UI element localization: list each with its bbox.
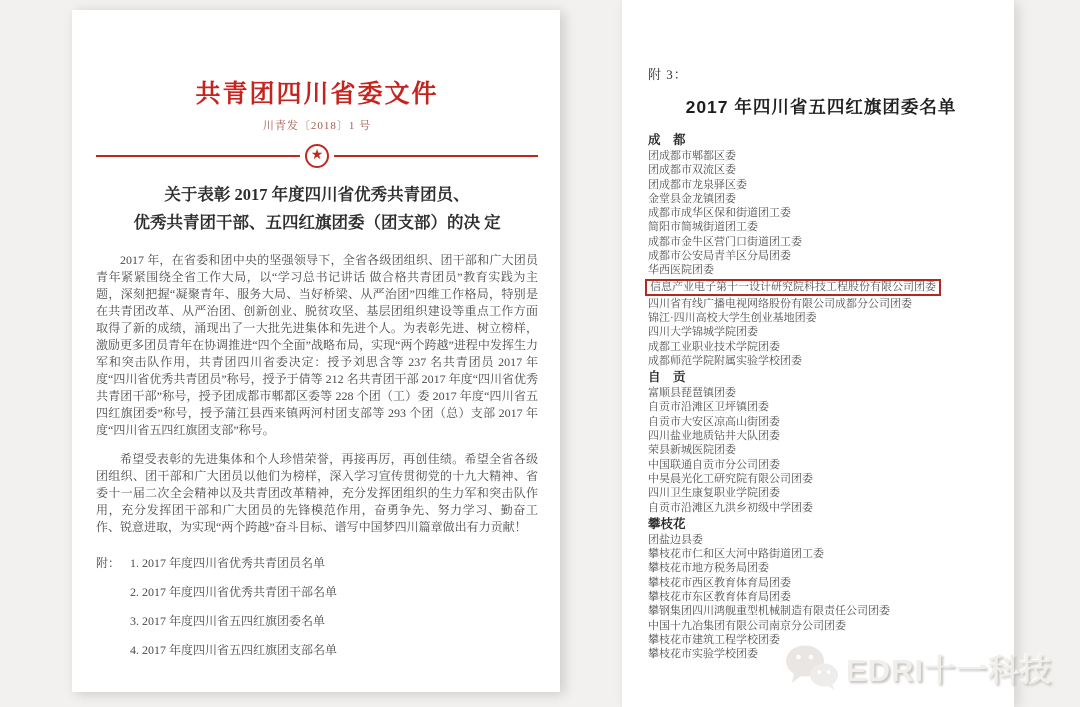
list-item: 自贡市大安区凉高山街团委: [648, 415, 780, 428]
list-item: 自贡市沿滩区卫坪镇团委: [648, 401, 769, 414]
list-item: 成都工业职业技术学院团委: [648, 340, 780, 353]
attachment-row: [96, 549, 538, 578]
divider-line-left: [96, 155, 300, 157]
highlight-row-wrap: [648, 278, 994, 297]
list-item: 华西医院团委: [648, 264, 714, 277]
watermark-text: EDRI十一科技: [845, 652, 1052, 688]
list-item: 富顺县琵琶镇团委: [648, 387, 736, 400]
section-header: 自 贡: [648, 370, 686, 385]
attachment-item: 2. 2017 年度四川省优秀共青团干部名单: [130, 585, 338, 599]
section-header: 成 都: [648, 133, 686, 147]
document-page-left: [72, 10, 560, 692]
red-divider: [96, 144, 538, 168]
list-item: 简阳市简城街道团工委: [648, 221, 758, 234]
doc-title-line2: 优秀共青团干部、五四红旗团委（团支部）的决 定: [133, 213, 501, 232]
list-item: 成都师范学院附属实验学校团委: [648, 354, 802, 367]
attachment-item: 3. 2017 年度四川省五四红旗团委名单: [130, 614, 326, 628]
list-item: 攀枝花市仁和区大河中路街道团工委: [648, 548, 824, 561]
list-item: 中昊晨光化工研究院有限公司团委: [648, 472, 813, 485]
star-icon: ★: [305, 144, 329, 168]
attachments-label: 附：: [96, 556, 121, 570]
list-item: 攀钢集团四川鸿舰重型机械制造有限责任公司团委: [648, 605, 890, 618]
list-item: 四川大学锦城学院团委: [648, 326, 758, 339]
attachments-list: [96, 549, 538, 665]
list-item: 四川卫生康复职业学院团委: [648, 487, 780, 500]
list-item: 团成都市郫都区委: [648, 150, 736, 162]
doc-title: [96, 181, 538, 237]
namelist-sections: [648, 132, 994, 662]
doc-number: 川青发〔2018〕1 号: [262, 120, 372, 132]
section-header: 攀枝花: [648, 516, 686, 531]
watermark: [784, 643, 1052, 691]
list-item: 成都市公安局青羊区分局团委: [648, 250, 791, 263]
list-item: 成都市金牛区营门口街道团工委: [648, 235, 802, 248]
document-page-right: [622, 0, 1014, 707]
doc-paragraph: 2017 年，在省委和团中央的坚强领导下，全省各级团组织、团干部和广大团员青年紧紧围绕全省工作大局，以“学习总书记讲话 做合格共青团员”教育实践为主题，深刻把握“凝聚青年、服务大局、当好桥梁、从严治团”四维工作格局，特别是在共青团改革、从严治团、创新创业、脱贫攻坚、基层团组织建设等重点工作方面取得了新的成绩，涌现出了一大批先进集体和先进个人。为表彰先进、树立榜样，激励更多团员青年在协调推进“四个全面”战略布局，实现“两个跨越”进程中发挥生力军和突击队作用，共青团四川省委决定：授予刘思含等 237 名共青团员 2017 年度“四川省优秀共青团员”称号，授予于倩等 212 名共青团干部 2017 年度“四川省优秀共青团干部”称号，授予团成都市郫都区委等 228 个团（工）委 2017 年度“四川省五四红旗团委”称号，授予蒲江县西来镇两河村团支部等 293 个团（总）支部 2017 年度“四川省五四红旗团支部”称号。: [96, 253, 538, 437]
list-item: 锦江·四川高校大学生创业基地团委: [648, 311, 817, 324]
list-item: 四川省有线广播电视网络股份有限公司成都分公司团委: [648, 297, 912, 310]
annex-label: 附 3：: [648, 67, 688, 82]
list-item: 团盐边县委: [648, 533, 703, 546]
doc-paragraph: 希望受表彰的先进集体和个人珍惜荣誉，再接再厉，再创佳绩。希望全省各级团组织、团干部和广大团员以他们为榜样，深入学习宣传贯彻党的十九大精神、省委十一届二次全会精神以及共青团改革精神，充分发挥团组织的生力军和突击队作用，充分发挥团干部和广大团员的先锋模范作用，奋勇争先、努力学习、勤奋工作、锐意进取，为实现“两个跨越”奋斗目标、谱写中国梦四川篇章做出有力贡献！: [96, 452, 538, 534]
list-item-highlighted: 信息产业电子第十一设计研究院科技工程股份有限公司团委: [645, 279, 941, 296]
list-item: 团成都市龙泉驿区委: [648, 178, 747, 191]
list-item: 荣县新城医院团委: [648, 444, 736, 457]
list-item: 金堂县金龙镇团委: [648, 192, 736, 205]
list-item: 团成都市双流区委: [648, 164, 736, 177]
list-item: 四川盐业地质钻井大队团委: [648, 430, 780, 443]
wechat-icon: [784, 643, 840, 691]
attachment-item: 4. 2017 年度四川省五四红旗团支部名单: [130, 643, 338, 657]
list-item: 自贡市沿滩区九洪乡初级中学团委: [648, 501, 813, 514]
attachment-row: [96, 636, 538, 665]
divider-line-right: [334, 155, 538, 157]
list-item: 攀枝花市地方税务局团委: [648, 562, 769, 575]
list-item: 攀枝花市建筑工程学校团委: [648, 633, 780, 646]
namelist-title: 2017 年四川省五四红旗团委名单: [685, 97, 957, 117]
list-item: 攀枝花市东区教育体育局团委: [648, 591, 791, 604]
doc-banner-title: 共青团四川省委文件: [195, 81, 439, 108]
doc-title-line1: 关于表彰 2017 年度四川省优秀共青团员、: [164, 185, 470, 204]
attachment-row: [96, 578, 538, 607]
list-item: 中国联通自贡市分公司团委: [648, 458, 780, 471]
list-item: 攀枝花市西区教育体育局团委: [648, 576, 791, 589]
attachment-item: 1. 2017 年度四川省优秀共青团员名单: [130, 556, 326, 570]
list-item: 中国十九冶集团有限公司南京分公司团委: [648, 619, 846, 632]
list-item: 攀枝花市实验学校团委: [648, 648, 758, 661]
list-item: 成都市成华区保和街道团工委: [648, 207, 791, 220]
attachment-row: [96, 607, 538, 636]
